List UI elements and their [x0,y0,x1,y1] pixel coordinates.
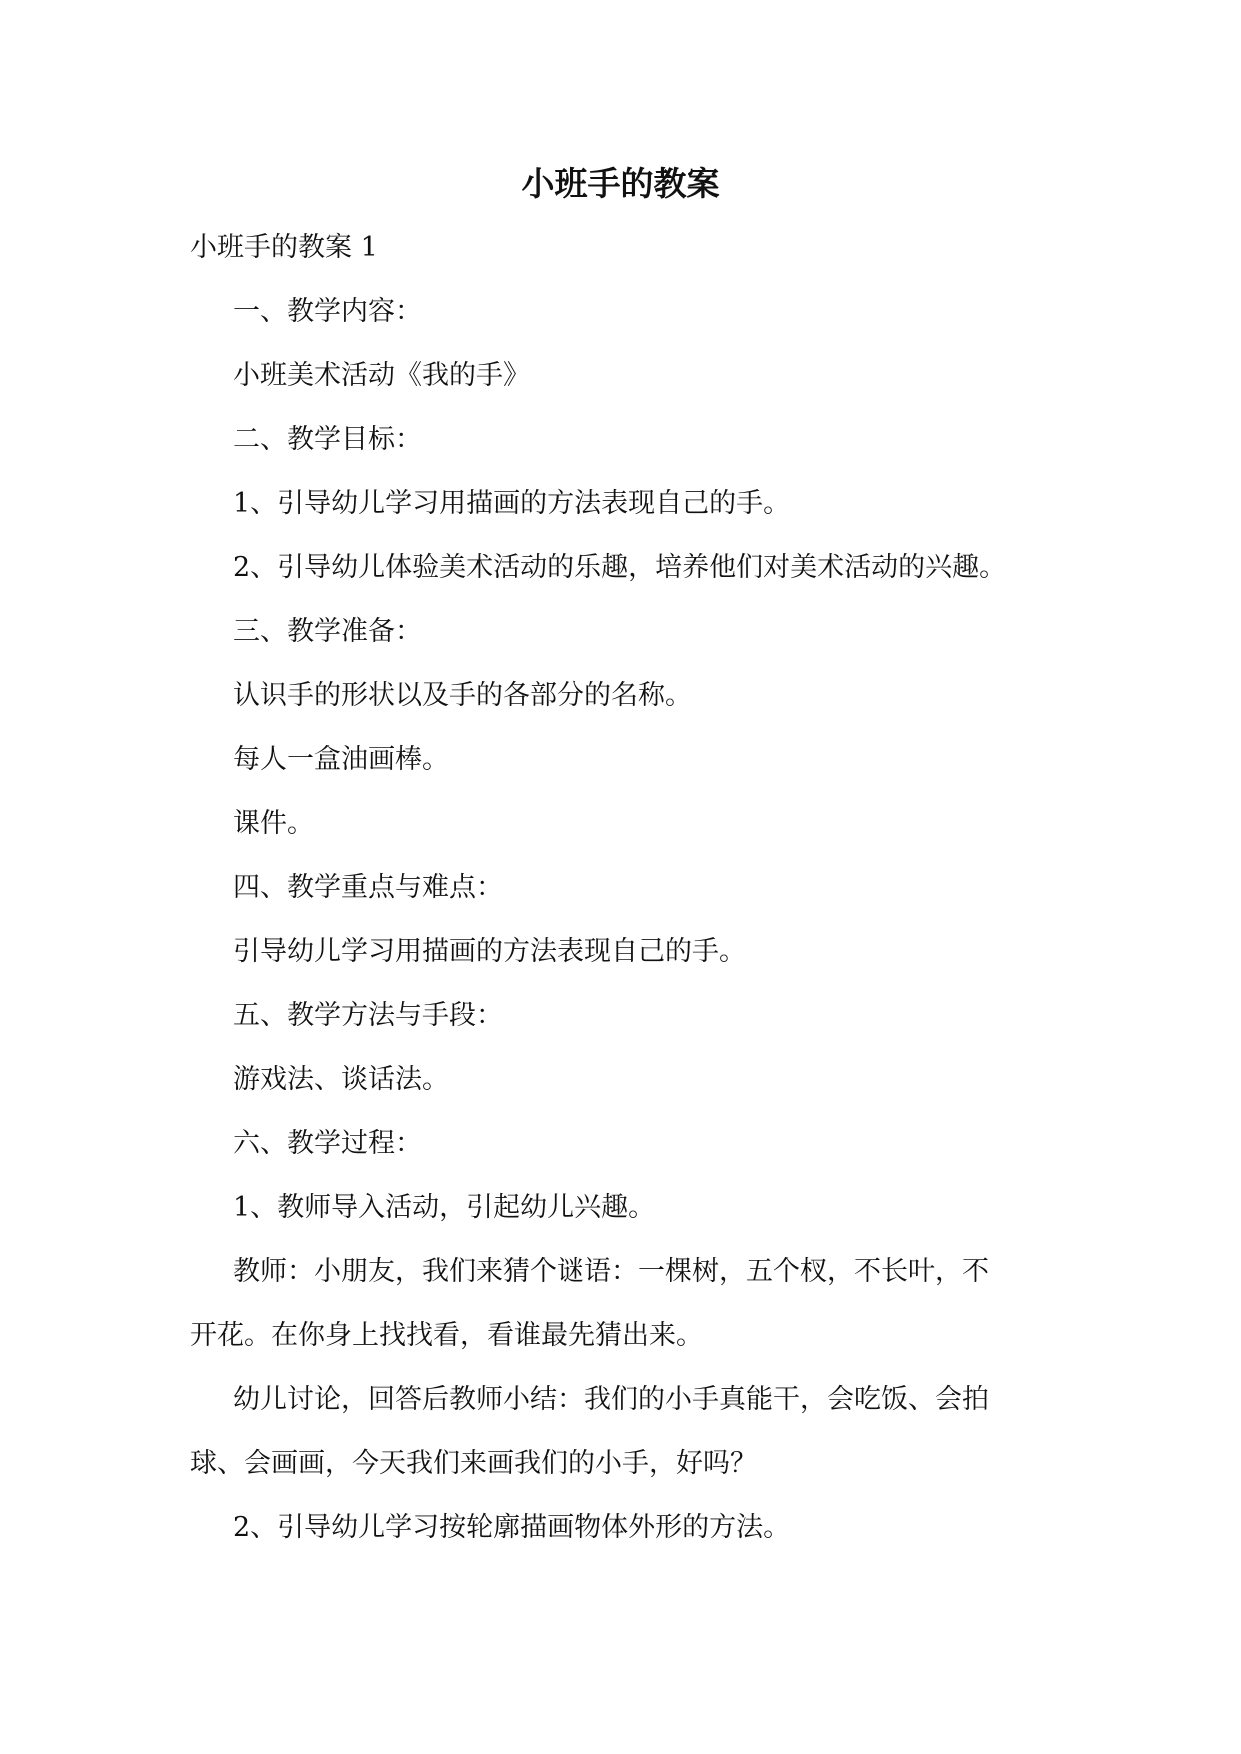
paragraph-line: 课件。 [233,808,314,839]
paragraph-line: 一、教学内容： [233,296,422,327]
paragraph-line: 1、教师导入活动，引起幼儿兴趣。 [233,1192,656,1223]
paragraph-line: 四、教学重点与难点： [233,872,503,903]
paragraph-line: 引导幼儿学习用描画的方法表现自己的手。 [233,936,746,967]
paragraph-line: 2、引导幼儿体验美术活动的乐趣，培养他们对美术活动的兴趣。 [233,552,1007,583]
paragraph-line: 1、引导幼儿学习用描画的方法表现自己的手。 [233,488,791,519]
paragraph-line: 认识手的形状以及手的各部分的名称。 [233,680,692,711]
paragraph-line: 球、会画画，今天我们来画我们的小手，好吗？ [190,1448,757,1479]
paragraph-line: 三、教学准备： [233,616,422,647]
paragraph-line: 五、教学方法与手段： [233,1000,503,1031]
paragraph-line: 游戏法、谈话法。 [233,1064,449,1095]
paragraph-line: 二、教学目标： [233,424,422,455]
paragraph-line: 六、教学过程： [233,1128,422,1159]
paragraph-line: 2、引导幼儿学习按轮廓描画物体外形的方法。 [233,1512,791,1543]
paragraph-line: 幼儿讨论，回答后教师小结：我们的小手真能干，会吃饭、会拍 [233,1384,989,1415]
paragraph-line: 每人一盒油画棒。 [233,744,449,775]
document-title: 小班手的教案 [521,164,720,203]
paragraph-line: 教师：小朋友，我们来猜个谜语：一棵树，五个杈，不长叶，不 [233,1256,989,1287]
section-heading: 小班手的教案 1 [190,232,378,263]
paragraph-line: 开花。在你身上找找看，看谁最先猜出来。 [190,1320,703,1351]
paragraph-line: 小班美术活动《我的手》 [233,360,530,391]
